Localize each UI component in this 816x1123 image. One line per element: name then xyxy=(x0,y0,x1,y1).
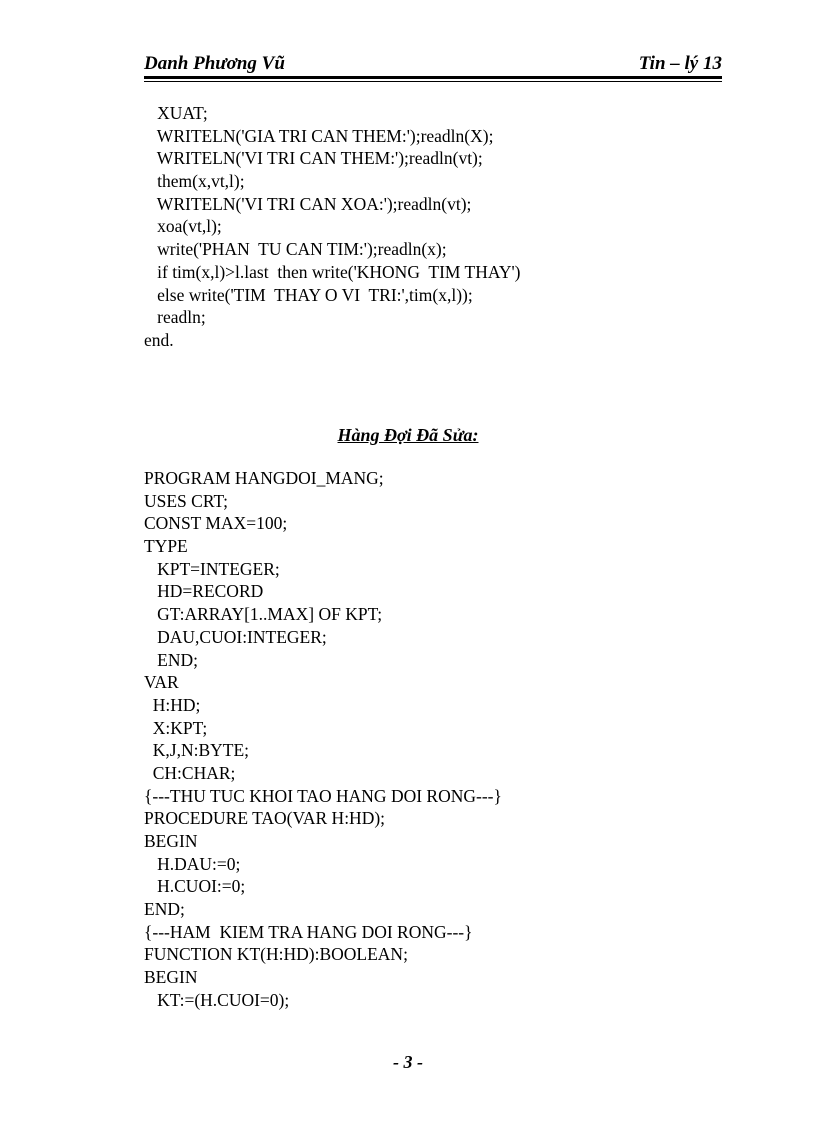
code-line: VAR xyxy=(144,672,179,693)
code-line: else write('TIM THAY O VI TRI:',tim(x,l)); xyxy=(144,284,473,305)
code-line: PROGRAM HANGDOI_MANG; xyxy=(144,468,384,488)
code-line: xoa(vt,l); xyxy=(144,216,222,237)
code-line: USES CRT; xyxy=(144,490,229,511)
code-line: end. xyxy=(144,329,174,350)
header-class-label: Tin – lý 13 xyxy=(638,53,722,74)
code-line: END; xyxy=(144,649,198,670)
code-line: {---THU TUC KHOI TAO HANG DOI RONG---} xyxy=(144,785,502,806)
code-line: H.CUOI:=0; xyxy=(144,876,246,897)
code-line: H:HD; xyxy=(144,694,201,715)
code-line: DAU,CUOI:INTEGER; xyxy=(144,626,327,647)
code-line: K,J,N:BYTE; xyxy=(144,740,249,761)
code-line: {---HAM KIEM TRA HANG DOI RONG---} xyxy=(144,921,473,942)
page-number: - 3 - xyxy=(393,1052,423,1072)
code-line: CH:CHAR; xyxy=(144,762,236,783)
section-title: Hàng Đợi Đã Sửa: xyxy=(337,425,479,445)
code-line: GT:ARRAY[1..MAX] OF KPT; xyxy=(144,604,383,625)
code-line: WRITELN('GIA TRI CAN THEM:');readln(X); xyxy=(144,125,494,146)
code-line: H.DAU:=0; xyxy=(144,853,241,874)
header-rule-thin xyxy=(144,81,722,82)
code-line: END; xyxy=(144,899,185,920)
code-line: CONST MAX=100; xyxy=(144,513,288,534)
code-line: readln; xyxy=(144,307,206,328)
code-line: HD=RECORD xyxy=(144,581,264,602)
code-line: BEGIN xyxy=(144,831,198,851)
header-rule-thick xyxy=(144,76,722,79)
code-line: KT:=(H.CUOI=0); xyxy=(144,989,290,1010)
code-block-top xyxy=(144,102,521,352)
code-block-bottom xyxy=(144,467,502,1012)
code-line: X:KPT; xyxy=(144,717,208,738)
code-line: TYPE xyxy=(144,536,188,557)
code-line: XUAT; xyxy=(144,103,208,123)
code-line: PROCEDURE TAO(VAR H:HD); xyxy=(144,808,386,829)
code-line: WRITELN('VI TRI CAN THEM:');readln(vt); xyxy=(144,148,483,169)
code-line: them(x,vt,l); xyxy=(144,171,245,192)
code-line: BEGIN xyxy=(144,967,198,988)
code-line: WRITELN('VI TRI CAN XOA:');readln(vt); xyxy=(144,193,472,214)
code-line: write('PHAN TU CAN TIM:');readln(x); xyxy=(144,239,447,260)
code-line: KPT=INTEGER; xyxy=(144,558,280,579)
code-line: if tim(x,l)>l.last then write('KHONG TIM THAY') xyxy=(144,261,521,282)
code-line: FUNCTION KT(H:HD):BOOLEAN; xyxy=(144,944,408,965)
header-author: Danh Phương Vũ xyxy=(144,53,285,74)
